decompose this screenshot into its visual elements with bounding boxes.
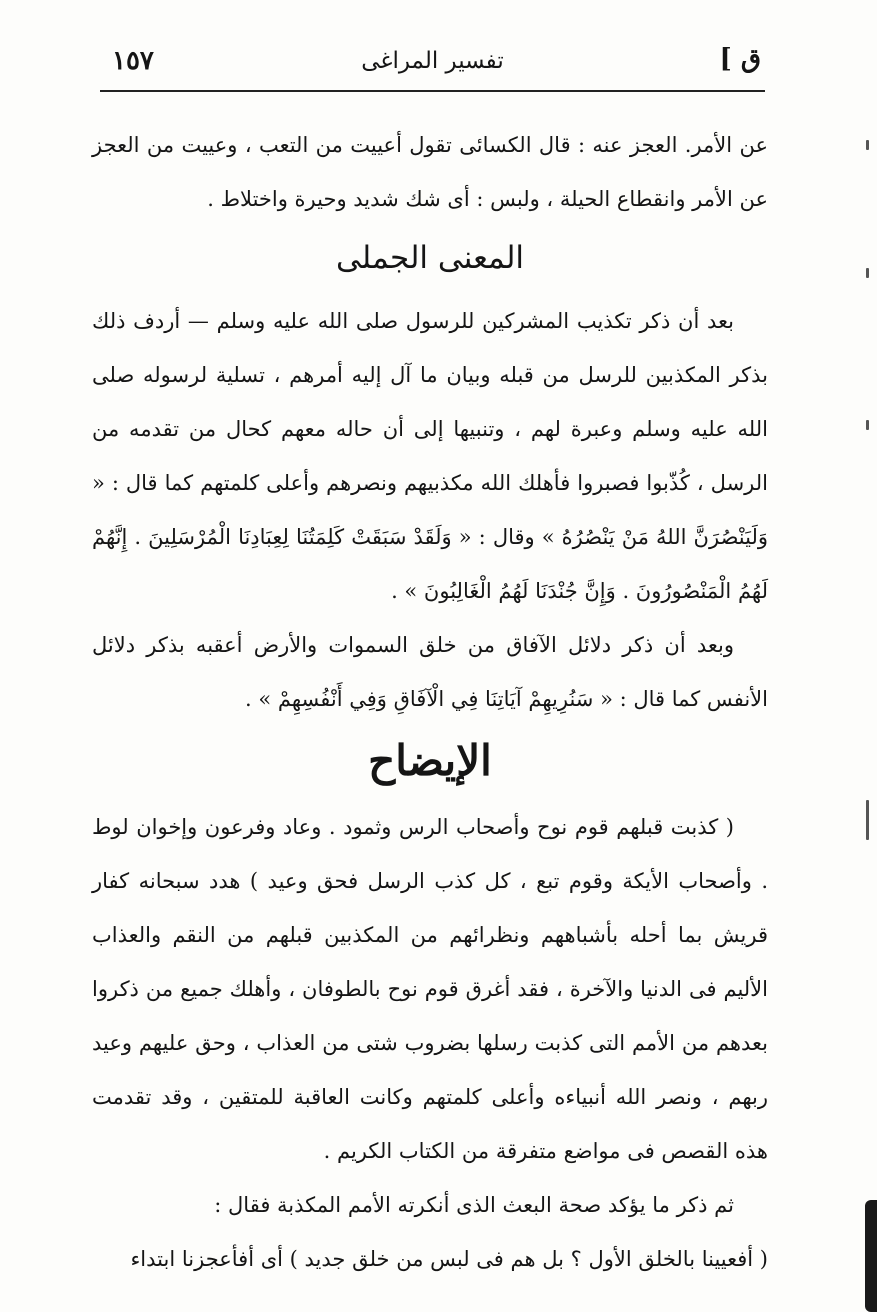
margin-speck (866, 420, 869, 430)
margin-specks (855, 120, 875, 860)
paragraph-verse-question: ( أفعيينا بالخلق الأول ؟ بل هم فى لبس من خلق جديد ) أى أفأعجزنا ابتداء (130, 1247, 768, 1271)
page-body (92, 118, 768, 1286)
margin-speck (866, 800, 869, 840)
header-rule (100, 90, 765, 92)
margin-speck (866, 140, 869, 150)
page-number: ١٥٧ (112, 46, 154, 76)
scan-edge-shadow (865, 1200, 877, 1312)
running-title: تفسير المراغى (361, 48, 504, 74)
paragraph-vocabulary: عن الأمر. العجز عنه : قال الكسائى تقول أعييت من التعب ، وعييت من العجز عن الأمر وانقطاع الحيلة ، ولبس : أى شك شديد وحيرة واختلاط . (92, 133, 768, 211)
surah-marker: [ ق (719, 44, 761, 74)
heading-explanation: الإيضاح (368, 736, 492, 785)
margin-speck (866, 268, 869, 278)
paragraph-general-meaning: بعد أن ذكر تكذيب المشركين للرسول صلى الله عليه وسلم — أردف ذلك بذكر المكذبين للرسل من قبله وبيان ما آل إليه أمرهم ، تسلية لرسوله صلى الله عليه وسلم وعبرة لهم ، وتنبيها إلى أن حاله معهم كحال من تقدمه من الرسل ، كُذّبوا فصبروا فأهلك الله مكذبيهم ونصرهم وأعلى كلمتهم كما قال : « وَلَيَنْصُرَنَّ اللهُ مَنْ يَنْصُرُهُ » وقال : « وَلَقَدْ سَبَقَتْ كَلِمَتُنَا لِعِبَادِنَا الْمُرْسَلِينَ . إِنَّهُمْ لَهُمُ الْمَنْصُورُونَ . وَإِنَّ جُنْدَنَا لَهُمُ الْغَالِبُونَ » . (92, 309, 768, 603)
paragraph-explanation: ( كذبت قبلهم قوم نوح وأصحاب الرس وثمود . وعاد وفرعون وإخوان لوط . وأصحاب الأيكة وقوم تبع ، كل كذب الرسل فحق وعيد ) هدد سبحانه كفار قريش بما أحله بأشباههم ونظرائهم من المكذبين قبلهم من النقم والعذاب الأليم فى الدنيا والآخرة ، فقد أغرق قوم نوح بالطوفان ، وأهلك جميع من ذكروا بعدهم من الأمم التى كذبت رسلها بضروب شتى من العذاب ، وحق عليهم وعيد ربهم ، ونصر الله أنبياءه وأعلى كلمتهم وكانت العاقبة للمتقين ، وقد تقدمت هذه القصص فى مواضع متفرقة من الكتاب الكريم . (92, 815, 768, 1163)
heading-general-meaning: المعنى الجملى (335, 240, 525, 276)
page-header (100, 40, 765, 98)
paragraph-transition: ثم ذكر ما يؤكد صحة البعث الذى أنكرته الأمم المكذبة فقال : (214, 1193, 734, 1217)
paragraph-signs: وبعد أن ذكر دلائل الآفاق من خلق السموات والأرض أعقبه بذكر دلائل الأنفس كما قال : « سَنُرِيهِمْ آيَاتِنَا فِي الْآفَاقِ وَفِي أَنْفُسِهِمْ » . (92, 633, 768, 711)
